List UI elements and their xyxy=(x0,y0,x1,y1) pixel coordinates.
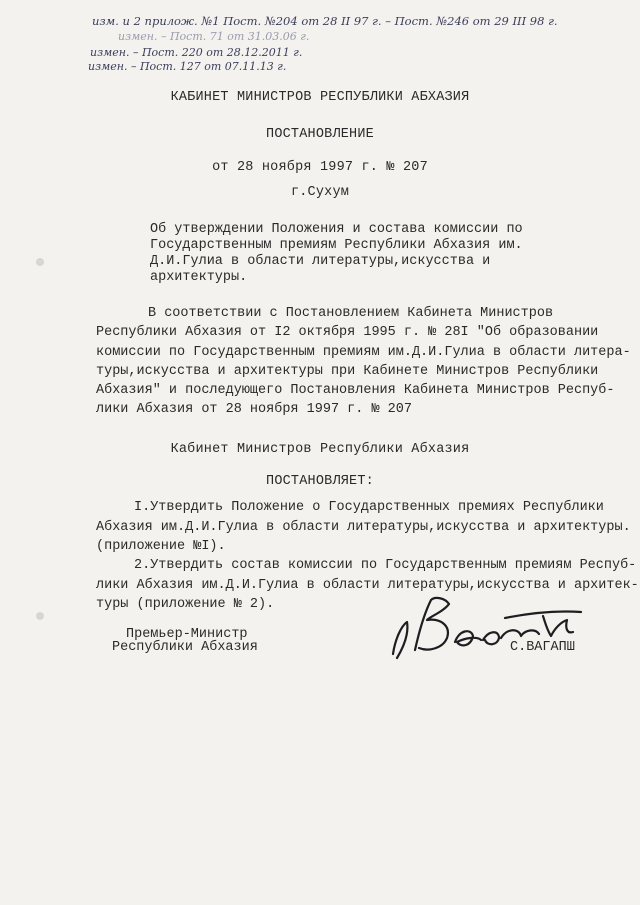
preamble-line: лики Абхазия от 28 ноября 1997 г. № 207 xyxy=(96,402,412,417)
item-1-line: I.Утвердить Положение о Государственных премиях Республики xyxy=(134,500,604,515)
city: г.Сухум xyxy=(290,185,350,200)
signatory-name: С.ВАГАПШ xyxy=(510,640,575,655)
item-2-line: туры (приложение № 2). xyxy=(96,597,275,612)
item-1-line: Абхазия им.Д.И.Гулиа в области литературы,искусства и архитектуры. xyxy=(96,520,631,535)
signatory-title: Премьер-Министр xyxy=(126,627,248,642)
organization-title: КАБИНЕТ МИНИСТРОВ РЕСПУБЛИКИ АБХАЗИЯ xyxy=(170,90,470,105)
subject-line: Государственным премиям Республики Абхазия им. xyxy=(150,238,523,253)
preamble-line: Абхазия" и последующего Постановления Кабинета Министров Респуб- xyxy=(96,383,615,398)
annotation-line-2: измен. – Пост. 71 от 31.03.06 г. xyxy=(118,30,310,43)
preamble-line: комиссии по Государственным премиям им.Д.И.Гулиа в области литера- xyxy=(96,345,631,360)
punch-hole xyxy=(36,258,44,266)
item-1-line: (приложение №I). xyxy=(96,539,226,554)
resolves-heading: ПОСТАНОВЛЯЕТ: xyxy=(266,474,374,489)
signatory-title: Республики Абхазия xyxy=(112,640,258,655)
preamble-line: Республики Абхазия от I2 октября 1995 г. № 28I "Об образовании xyxy=(96,325,599,340)
subject-line: Об утверждении Положения и состава комиссии по xyxy=(150,222,523,237)
cabinet-line: Кабинет Министров Республики Абхазия xyxy=(170,442,470,457)
subject-line: Д.И.Гулиа в области литературы,искусства и xyxy=(150,254,491,269)
item-2-line: лики Абхазия им.Д.И.Гулиа в области литературы,искусства и архитек- xyxy=(96,578,639,593)
annotation-line-1: изм. и 2 прилож. №1 Пост. №204 от 28 II 97 г. – Пост. №246 от 29 III 98 г. xyxy=(92,14,558,28)
document-type: ПОСТАНОВЛЕНИЕ xyxy=(266,127,374,142)
date-and-number: от 28 ноября 1997 г. № 207 xyxy=(212,160,428,175)
preamble-line: В соответствии с Постановлением Кабинета Министров xyxy=(148,306,554,321)
annotation-line-3: измен. – Пост. 220 от 28.12.2011 г. xyxy=(90,46,303,59)
annotation-line-4: измен. – Пост. 127 от 07.11.13 г. xyxy=(88,60,287,73)
preamble-line: туры,искусства и архитектуры при Кабинете Министров Республики xyxy=(96,364,599,379)
subject-line: архитектуры. xyxy=(150,270,248,285)
subject-block xyxy=(150,222,523,286)
punch-hole xyxy=(36,612,44,620)
item-2-line: 2.Утвердить состав комиссии по Государственным премиям Респуб- xyxy=(134,558,637,573)
